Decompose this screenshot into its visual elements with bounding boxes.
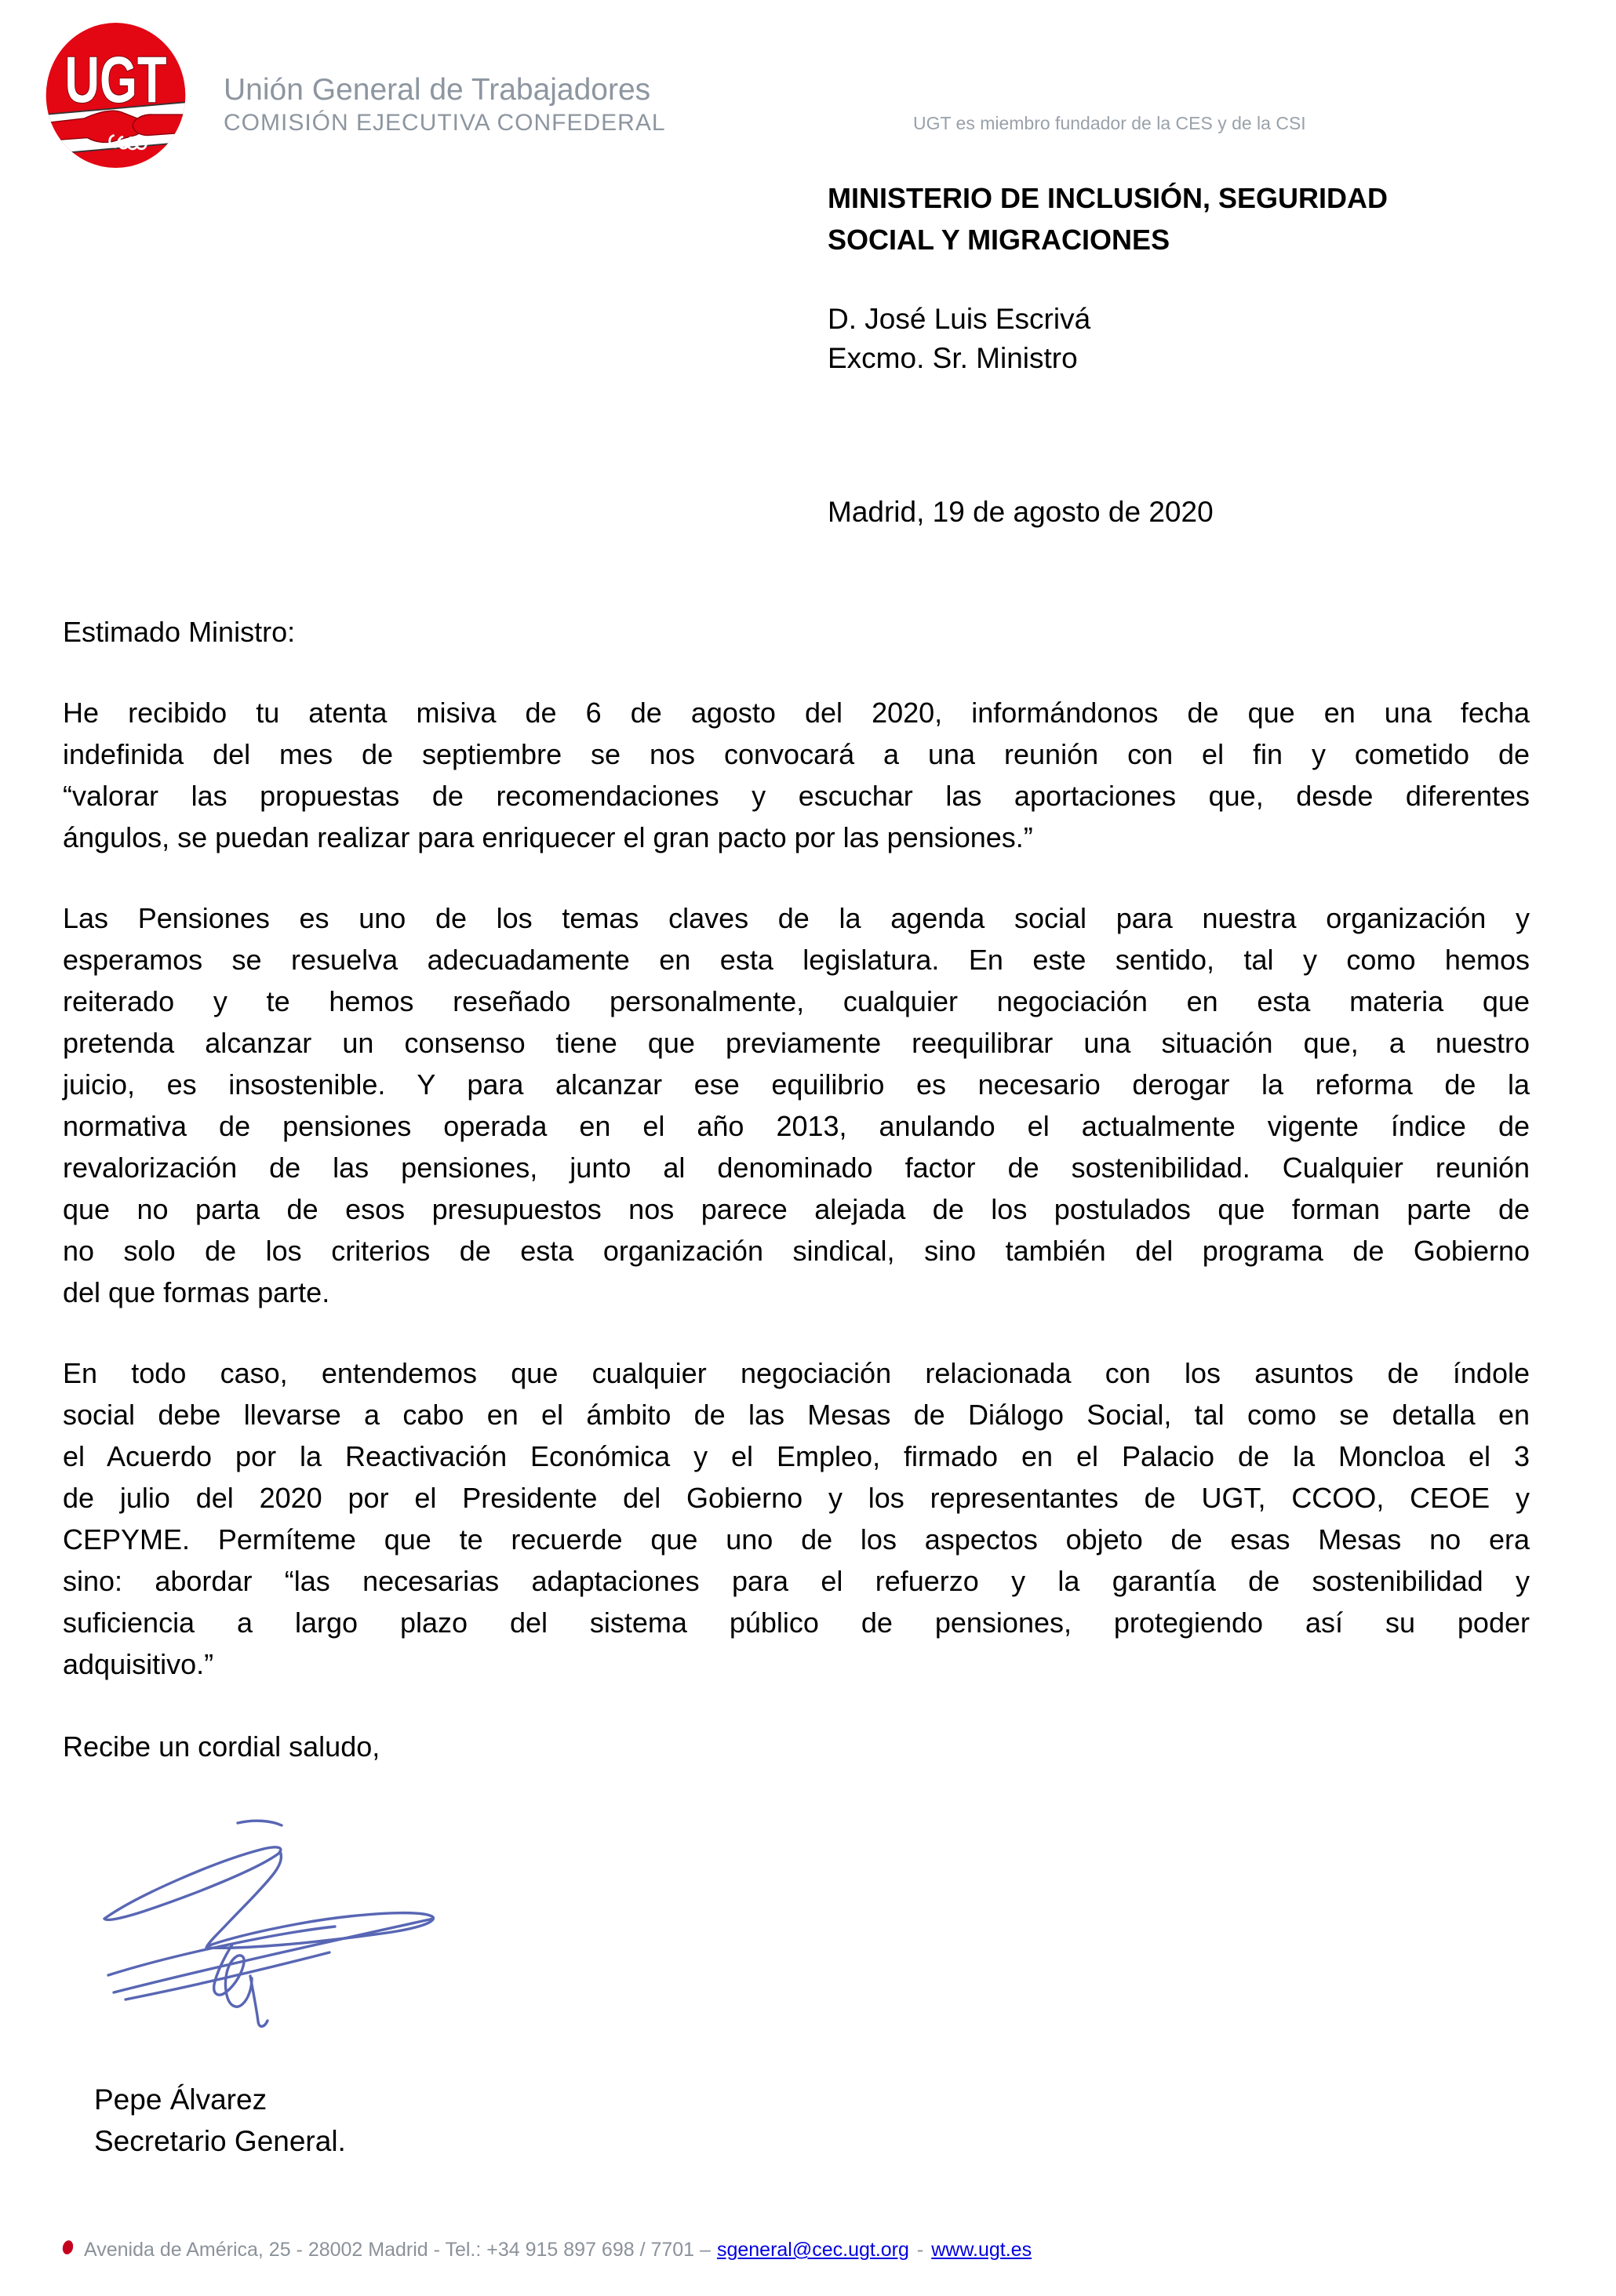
text-line: En todo caso, entendemos que cualquier negociación relacionada con los asuntos de índole: [63, 1357, 1530, 1389]
closing-line: Recibe un cordial saludo,: [63, 1730, 380, 1763]
text-line: no solo de los criterios de esta organización sindical, sino también del programa de Gobierno: [63, 1235, 1530, 1267]
text-line: pretenda alcanzar un consenso tiene que previamente reequilibrar una situación que, a nuestro: [63, 1027, 1530, 1059]
text-line: indefinida del mes de septiembre se nos convocará a una reunión con el fin y cometido de: [63, 738, 1530, 770]
signer-title: Secretario General.: [94, 2125, 346, 2157]
text-line: Las Pensiones es uno de los temas claves de la agenda social para nuestra organización y: [63, 902, 1530, 934]
salutation: Estimado Ministro:: [63, 616, 296, 648]
letter-date: Madrid, 19 de agosto de 2020: [828, 496, 1214, 528]
text-line: CEPYME. Permíteme que te recuerde que uno de los aspectos objeto de esas Mesas no era: [63, 1523, 1530, 1556]
paragraph: [63, 1352, 1530, 1685]
text-line: revalorización de las pensiones, junto al denominado factor de sostenibilidad. Cualquier reunión: [63, 1152, 1530, 1184]
footer-separator: -: [916, 2239, 924, 2261]
signer-name: Pepe Álvarez: [94, 2083, 268, 2116]
ugt-logo: [43, 20, 188, 171]
ugt-logo-graphic: [43, 20, 188, 171]
ministry-heading: [828, 177, 1549, 260]
addressee-name: D. José Luis Escrivá: [828, 303, 1091, 335]
text-line: que no parta de esos presupuestos nos parece alejada de los postulados que forman parte de: [63, 1193, 1530, 1225]
text-line: adquisitivo.”: [63, 1648, 214, 1680]
footer: [63, 2239, 1032, 2261]
ministry-line-2: SOCIAL Y MIGRACIONES: [828, 224, 1170, 256]
text-line: de julio del 2020 por el Presidente del Gobierno y los representantes de UGT, CCOO, CEOE y: [63, 1482, 1530, 1514]
text-line: sino: abordar “las necesarias adaptaciones para el refuerzo y la garantía de sostenibilidad y: [63, 1565, 1530, 1597]
text-line: social debe llevarse a cabo en el ámbito de las Mesas de Diálogo Social, tal como se detalla en: [63, 1399, 1530, 1431]
bullet-icon: [61, 2240, 75, 2256]
paragraph: [63, 692, 1530, 858]
text-line: He recibido tu atenta misiva de 6 de agosto del 2020, informándonos de que en una fecha: [63, 697, 1530, 729]
signature-graphic: [78, 1799, 486, 2058]
text-line: ángulos, se puedan realizar para enriquecer el gran pacto por las pensiones.”: [63, 821, 1033, 853]
text-line: normativa de pensiones operada en el año 2013, anulando el actualmente vigente índice de: [63, 1110, 1530, 1142]
text-line: esperamos se resuelva adecuadamente en esta legislatura. En este sentido, tal y como hemos: [63, 944, 1530, 976]
signature-image: [78, 1799, 486, 2058]
text-line: juicio, es insostenible. Y para alcanzar ese equilibrio es necesario derogar la reforma de la: [63, 1068, 1530, 1101]
organisation-name: [224, 72, 666, 138]
membership-note: UGT es miembro fundador de la CES y de la CSI: [913, 113, 1306, 133]
logo-ugt-letters: UGT: [64, 42, 167, 117]
signer-block: [94, 2079, 346, 2162]
org-name-line: Unión General de Trabajadores: [224, 73, 651, 107]
org-subtitle-line: COMISIÓN EJECUTIVA CONFEDERAL: [224, 110, 666, 136]
footer-website-link[interactable]: www.ugt.es: [931, 2239, 1032, 2261]
text-line: el Acuerdo por la Reactivación Económica y el Empleo, firmado en el Palacio de la Moncloa el 3: [63, 1440, 1530, 1472]
text-line: del que formas parte.: [63, 1276, 330, 1308]
letter-body: [63, 611, 1530, 1767]
paragraph: [63, 897, 1530, 1313]
ministry-line-1: MINISTERIO DE INCLUSIÓN, SEGURIDAD: [828, 182, 1389, 214]
text-line: suficiencia a largo plazo del sistema público de pensiones, protegiendo así su poder: [63, 1606, 1530, 1639]
addressee-block: [828, 300, 1090, 378]
text-line: reiterado y te hemos reseñado personalmente, cualquier negociación en esta materia que: [63, 985, 1530, 1017]
footer-address: Avenida de América, 25 - 28002 Madrid - Tel.: +34 915 897 698 / 7701 –: [84, 2239, 711, 2261]
footer-email-link[interactable]: sgeneral@cec.ugt.org: [716, 2239, 909, 2261]
text-line: “valorar las propuestas de recomendaciones y escuchar las aportaciones que, desde diferentes: [63, 780, 1530, 812]
addressee-title: Excmo. Sr. Ministro: [828, 342, 1078, 374]
